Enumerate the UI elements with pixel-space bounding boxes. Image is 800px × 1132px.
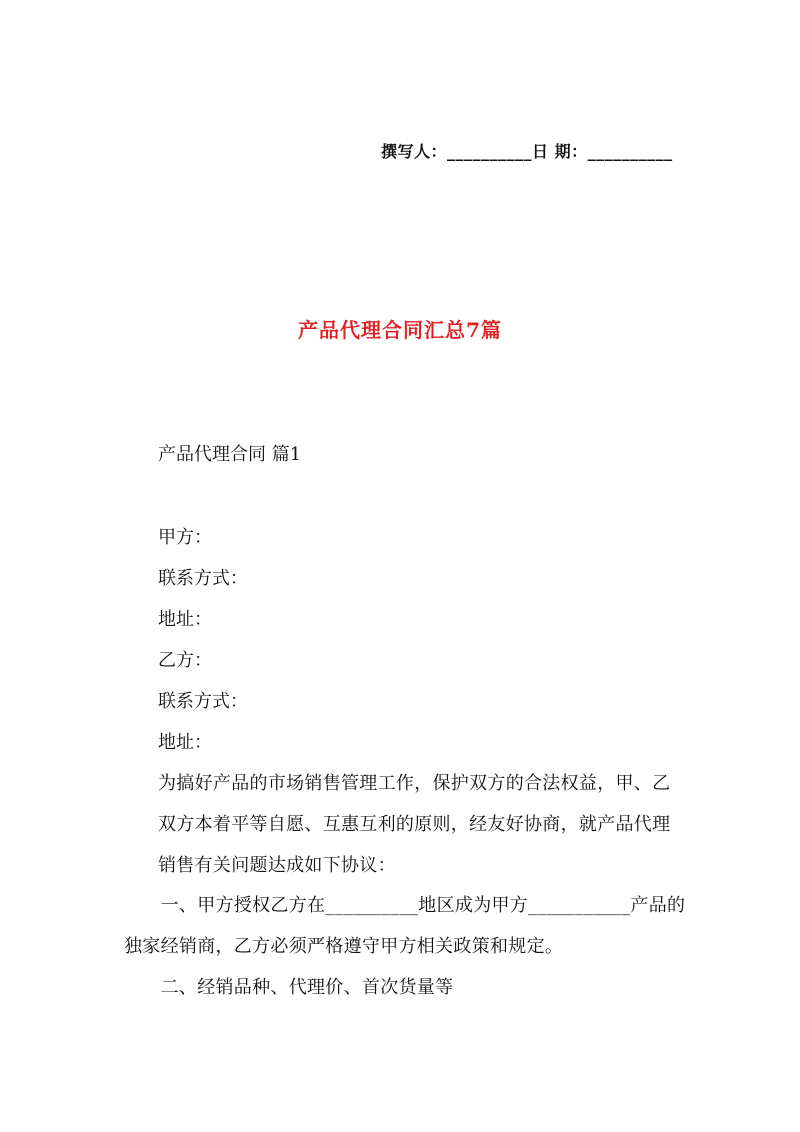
party-a-label: 甲方： bbox=[158, 527, 212, 548]
clause-one-paragraph: 一、甲方授权乙方在__________地区成为甲方___________产品的独家经销商，乙方必须严格遵守甲方相关政策和规定。 bbox=[124, 895, 686, 957]
agreement-body bbox=[158, 763, 688, 886]
clause-block bbox=[124, 885, 688, 1008]
party-a-address-label: 地址： bbox=[158, 609, 212, 630]
party-info-block bbox=[158, 517, 688, 763]
intro-paragraph: 为搞好产品的市场销售管理工作，保护双方的合法权益，甲、乙双方本着平等自愿、互惠互利的原则，经友好协商，就产品代理销售有关问题达成如下协议： bbox=[158, 773, 671, 876]
party-b-address-label: 地址： bbox=[158, 732, 212, 753]
document-title: 产品代理合同汇总7篇 bbox=[298, 318, 502, 342]
party-b-label: 乙方： bbox=[158, 650, 212, 671]
party-b-contact-label: 联系方式： bbox=[158, 691, 248, 712]
author-date-line: 撰写人：__________日 期：__________ bbox=[381, 142, 673, 161]
clause-two-heading: 二、经销品种、代理价、首次货量等 bbox=[124, 977, 454, 998]
section-subtitle: 产品代理合同 篇1 bbox=[158, 444, 302, 465]
party-a-contact-label: 联系方式： bbox=[158, 568, 248, 589]
